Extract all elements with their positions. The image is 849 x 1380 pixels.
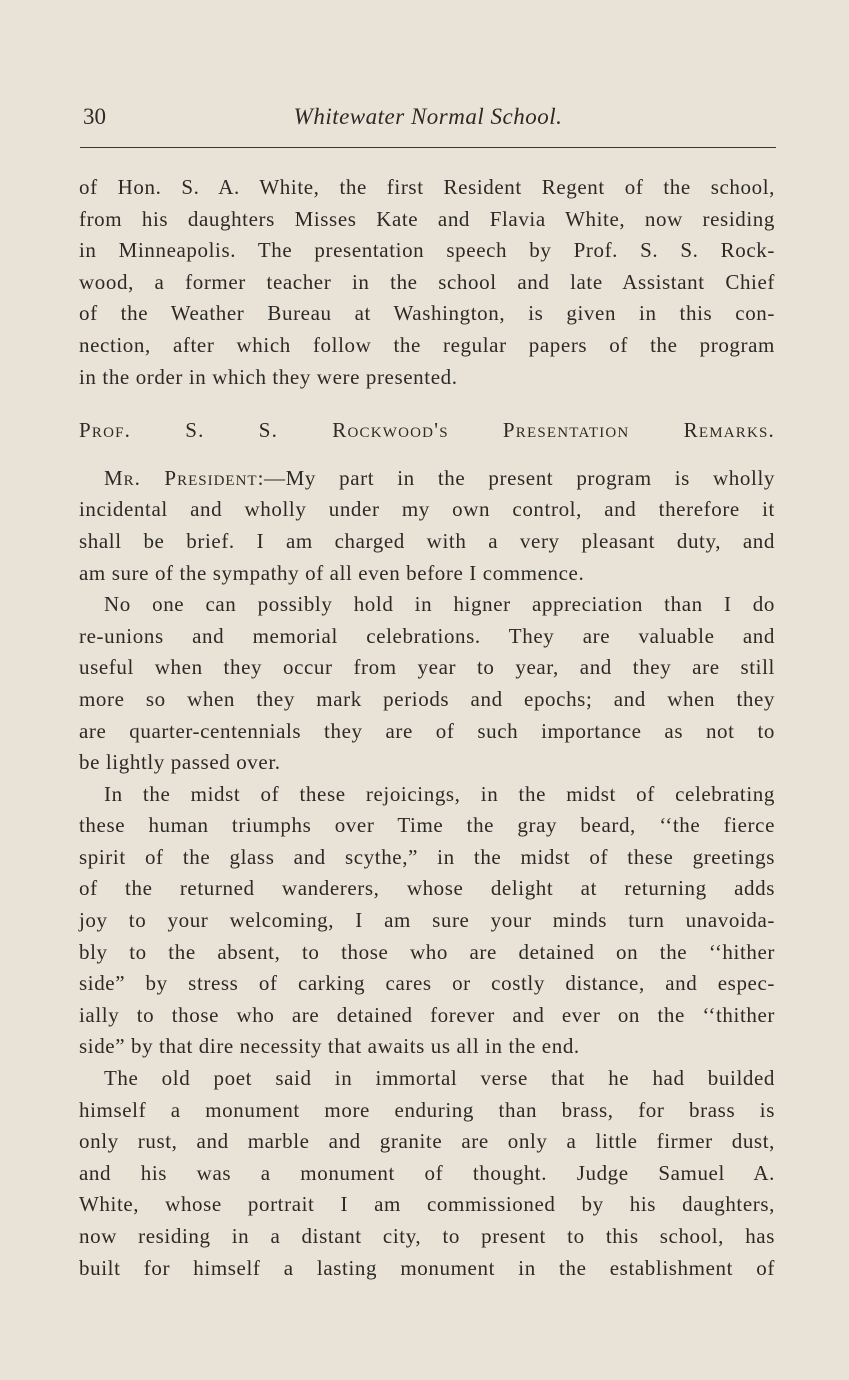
- text-line: and his was a monument of thought. Judge Samuel A.: [79, 1160, 775, 1185]
- text-run: :—My part in the present program is wholly: [257, 465, 775, 490]
- text-line: spirit of the glass and scythe,” in the midst of these greetings: [79, 844, 775, 869]
- text-line: of Hon. S. A. White, the first Resident Regent of the school,: [79, 175, 775, 199]
- text-line: in the order in which they were presented.: [79, 364, 458, 389]
- section-heading: Prof. S. S. Rockwood's Presentation Remarks.: [79, 418, 775, 443]
- text-line: wood, a former teacher in the school and late Assistant Chief: [79, 269, 775, 294]
- text-line: ially to those who are detained forever and ever on the ‘‘thither: [79, 1002, 775, 1027]
- text-line: nection, after which follow the regular papers of the program: [79, 332, 775, 357]
- text-line: built for himself a lasting monument in the establishment of: [79, 1255, 775, 1280]
- text-line: in Minneapolis. The presentation speech by Prof. S. S. Rock-: [79, 238, 775, 263]
- text-line: am sure of the sympathy of all even before I commence.: [79, 560, 585, 585]
- text-line: from his daughters Misses Kate and Flavia White, now residing: [79, 206, 775, 231]
- running-title: Whitewater Normal School.: [293, 104, 563, 129]
- text-line: [79, 463, 775, 495]
- paragraph: [79, 1063, 775, 1284]
- running-head: [80, 104, 776, 138]
- text-line: The old poet said in immortal verse that he had builded: [104, 1066, 775, 1091]
- text-line: useful when they occur from year to year, and they are still: [79, 655, 775, 680]
- text-line: of the returned wanderers, whose delight at returning adds: [79, 876, 775, 901]
- text-line: shall be brief. I am charged with a very pleasant duty, and: [79, 528, 775, 553]
- text-line: now residing in a distant city, to present to this school, has: [79, 1224, 775, 1248]
- text-line: more so when they mark periods and epochs; and when they: [79, 686, 775, 711]
- paragraph: [79, 779, 775, 1063]
- text-line: side” by stress of carking cares or costly distance, and espec-: [79, 971, 775, 996]
- text-line: of the Weather Bureau at Washington, is given in this con-: [79, 301, 775, 326]
- paragraph: [79, 589, 775, 779]
- text-line: bly to the absent, to those who are detained on the ‘‘hither: [79, 939, 775, 964]
- text-line: are quarter-centennials they are of such importance as not to: [79, 718, 775, 743]
- text-line: joy to your welcoming, I am sure your minds turn unavoida-: [79, 908, 775, 933]
- text-line: himself a monument more enduring than brass, for brass is: [79, 1097, 775, 1122]
- text-line: these human triumphs over Time the gray beard, ‘‘the fierce: [79, 813, 775, 838]
- text-line: incidental and wholly under my own control, and therefore it: [79, 497, 775, 522]
- body-text: [79, 172, 775, 1284]
- text-line: No one can possibly hold in higner appreciation than I do: [104, 592, 775, 617]
- text-line: re-unions and memorial celebrations. They are valuable and: [79, 623, 775, 648]
- text-line: White, whose portrait I am commissioned by his daughters,: [79, 1192, 775, 1217]
- text-line: side” by that dire necessity that awaits us all in the end.: [79, 1034, 580, 1059]
- header-rule: [80, 147, 776, 148]
- text-line: In the midst of these rejoicings, in the midst of celebrating: [104, 781, 775, 806]
- salutation: Mr. President: [104, 465, 258, 490]
- text-line: be lightly passed over.: [79, 750, 281, 775]
- page-number: 30: [83, 104, 106, 129]
- intro-paragraph: [79, 172, 775, 393]
- text-line: only rust, and marble and granite are only a little firmer dust,: [79, 1129, 775, 1154]
- paragraph: [79, 463, 775, 589]
